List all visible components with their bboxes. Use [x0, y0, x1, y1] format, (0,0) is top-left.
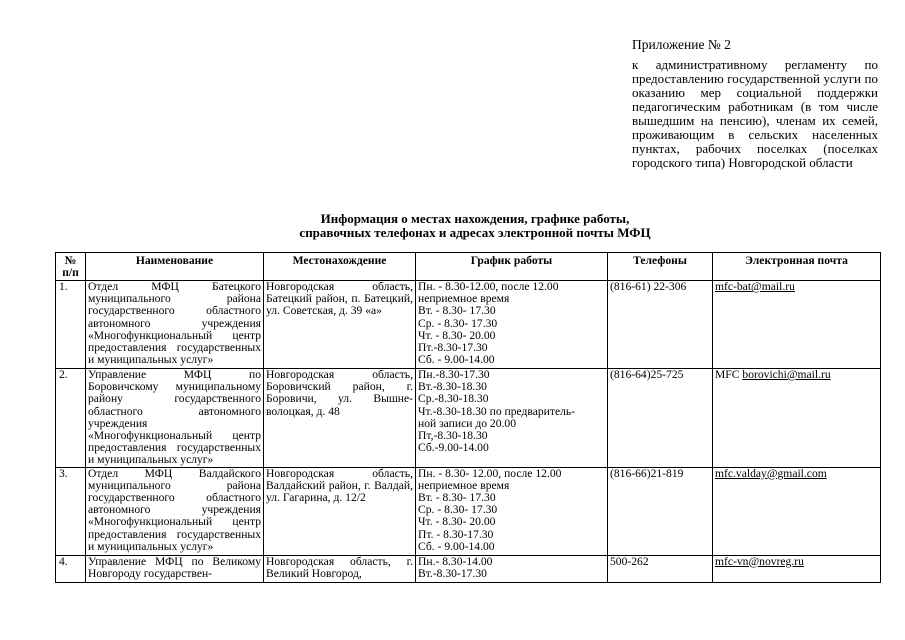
header-num: № п/п — [56, 253, 86, 281]
email-link[interactable]: mfc-bat@mail.ru — [715, 280, 795, 293]
document-title — [200, 212, 750, 240]
row-name: Управление МФЦ по Боровичскому муниципальному району государственного областного автономного учреждения «Многофункциональный центр предоставления государственных и муниципальных услуг» — [86, 369, 264, 468]
row-location: Новгородская область, Батецкий район, п. Батецкий, ул. Советская, д. 39 «а» — [264, 281, 416, 369]
table-row — [56, 467, 881, 555]
row-schedule: Пн. - 8.30-12.00, после 12.00 неприемное время Вт. - 8.30- 17.30 Ср. - 8.30- 17.30 Чт. - 8.30- 20.00 Пт.-8.30-17.30 Сб. - 9.00-14.00 — [416, 281, 608, 369]
row-num: 3. — [56, 467, 86, 555]
row-phone: (816-66)21-819 — [608, 467, 713, 555]
row-location: Новгородская область, Валдайский район, г. Валдай, ул. Гагарина, д. 12/2 — [264, 467, 416, 555]
title-line-1: Информация о местах нахождения, графике работы, — [320, 211, 630, 226]
table-header-row — [56, 253, 881, 281]
row-location: Новгородская область, г. Великий Новгород, — [264, 555, 416, 582]
row-name: Управление МФЦ по Великому Новгороду государствен- — [86, 555, 264, 582]
mfc-table — [55, 252, 881, 583]
table-row — [56, 555, 881, 582]
row-phone: (816-61) 22-306 — [608, 281, 713, 369]
header-phones: Телефоны — [608, 253, 713, 281]
row-phone: 500-262 — [608, 555, 713, 582]
row-num: 4. — [56, 555, 86, 582]
row-schedule: Пн.-8.30-17.30 Вт.-8.30-18.30 Ср.-8.30-18.30 Чт.-8.30-18.30 по предваритель- ной записи до 20.00 Пт,-8.30-18.30 Сб.-9.00-14.00 — [416, 369, 608, 468]
header-name: Наименование — [86, 253, 264, 281]
row-num: 1. — [56, 281, 86, 369]
email-link[interactable]: mfc.valday@gmail.com — [715, 467, 827, 480]
row-schedule: Пн.- 8.30-14.00 Вт.-8.30-17.30 — [416, 555, 608, 582]
row-schedule: Пн. - 8.30- 12.00, после 12.00 неприемное время Вт. - 8.30- 17.30 Ср. - 8.30- 17.30 Чт. - 8.30- 20.00 Пт. - 8.30-17.30 Сб. - 9.00-14.00 — [416, 467, 608, 555]
row-email[interactable] — [713, 281, 881, 369]
title-line-2: справочных телефонах и адресах электронной почты МФЦ — [299, 225, 651, 240]
row-location: Новгородская область, Боровичский район, г. Боровичи, ул. Вышне-волоцкая, д. 48 — [264, 369, 416, 468]
appendix-block — [632, 38, 878, 170]
row-email[interactable] — [713, 467, 881, 555]
row-phone: (816-64)25-725 — [608, 369, 713, 468]
row-name: Отдел МФЦ Валдайского муниципального района государственного областного автономного учреждения «Многофункциональный центр предоставления государственных и муниципальных услуг» — [86, 467, 264, 555]
header-email: Электронная почта — [713, 253, 881, 281]
row-num: 2. — [56, 369, 86, 468]
appendix-number: Приложение № 2 — [632, 37, 731, 52]
email-link[interactable]: mfc-vn@novreg.ru — [715, 555, 804, 568]
email-link[interactable]: borovichi@mail.ru — [742, 368, 831, 381]
row-name: Отдел МФЦ Батецкого муниципального района государственного областного автономного учреждения «Многофункциональный центр предоставления государственных и муниципальных услуг» — [86, 281, 264, 369]
table-row — [56, 281, 881, 369]
row-email[interactable] — [713, 555, 881, 582]
header-schedule: График работы — [416, 253, 608, 281]
header-location: Местонахождение — [264, 253, 416, 281]
table-row — [56, 369, 881, 468]
appendix-text: к административному регламенту по предоставлению государственной услуги по оказанию мер социальной поддержки педагогическим работникам (в том числе вышедшим на пенсию), членам их семей, проживающим в сельских населенных пунктах, рабочих поселках (поселках городского типа) Новгородской области — [632, 57, 878, 170]
row-email[interactable]: MFC borovichi@mail.ru — [713, 369, 881, 468]
